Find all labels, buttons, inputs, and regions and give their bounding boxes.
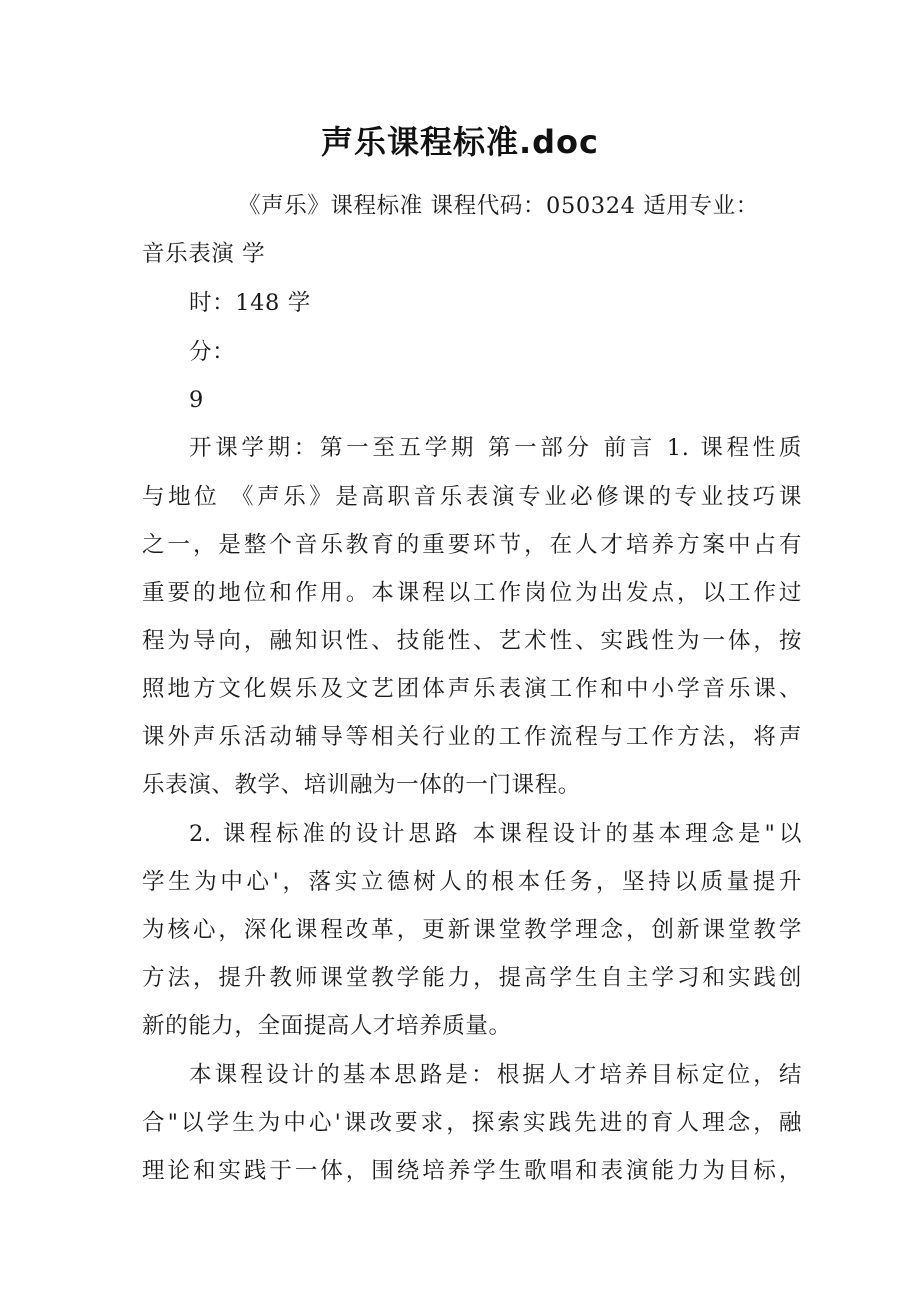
paragraph-line: 学生为中心'，落实立德树人的根本任务，坚持以质量提升 <box>142 869 802 895</box>
paragraph-line: 之一，是整个音乐教育的重要环节，在人才培养方案中占有 <box>142 532 802 558</box>
paragraph-line: 2. 课程标准的设计思路 本课程设计的基本理念是"以 <box>189 821 802 847</box>
paragraph-line: 9 <box>189 387 204 413</box>
paragraph-line: 合"以学生为中心'课改要求，探索实践先进的育人理念，融 <box>142 1110 802 1136</box>
paragraph-line: 程为导向，融知识性、技能性、艺术性、实践性为一体，按 <box>142 628 802 654</box>
paragraph-line: 分： <box>189 339 236 365</box>
paragraph-line: 本课程设计的基本思路是：根据人才培养目标定位，结 <box>189 1062 802 1088</box>
paragraph-line: 乐表演、教学、培训融为一体的一门课程。 <box>142 772 581 798</box>
paragraph-line: 时：148 学 <box>189 290 311 316</box>
paragraph-line: 为核心，深化课程改革，更新课堂教学理念，创新课堂教学 <box>142 917 802 943</box>
paragraph-line: 课外声乐活动辅导等相关行业的工作流程与工作方法，将声 <box>142 724 802 750</box>
paragraph-line: 照地方文化娱乐及文艺团体声乐表演工作和中小学音乐课、 <box>142 676 802 702</box>
document-title: 声乐课程标准.doc <box>320 123 600 161</box>
paragraph-line: 开课学期：第一至五学期 第一部分 前言 1. 课程性质 <box>189 435 802 461</box>
paragraph-line: 《声乐》课程标准 课程代码：050324 适用专业： <box>238 193 759 219</box>
paragraph-line: 与地位 《声乐》是高职音乐表演专业必修课的专业技巧课 <box>142 484 802 510</box>
paragraph-line: 音乐表演 学 <box>142 241 266 267</box>
paragraph-line: 理论和实践于一体，围绕培养学生歌唱和表演能力为目标， <box>142 1158 802 1184</box>
paragraph-line: 新的能力，全面提高人才培养质量。 <box>142 1013 512 1039</box>
paragraph-line: 方法，提升教师课堂教学能力，提高学生自主学习和实践创 <box>142 965 802 991</box>
paragraph-line: 重要的地位和作用。本课程以工作岗位为出发点，以工作过 <box>142 580 802 606</box>
